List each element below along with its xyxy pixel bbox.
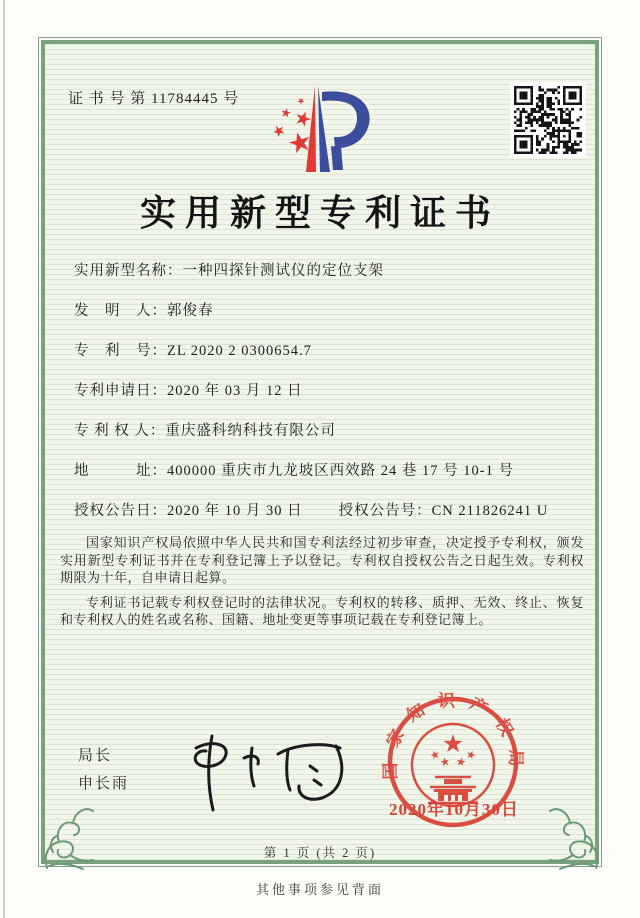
field-patent-number <box>74 339 574 359</box>
national-emblem-icon <box>412 724 494 806</box>
legal-paragraph: 专利证书记载专利权登记时的法律状况。专利权的转移、质押、无效、终止、恢复和专利权人的姓名或名称、国籍、地址变更等事项记载在专利登记簿上。 <box>60 594 584 628</box>
field-value: 2020 年 03 月 12 日 <box>167 383 303 399</box>
cnipa-logo-icon <box>252 84 422 176</box>
field-value: 2020 年 10 月 30 日 <box>167 503 303 519</box>
certificate-number: 证 书 号 第 11784445 号 <box>68 91 240 107</box>
field-label: 授权公告日： <box>74 503 167 519</box>
director-signature-icon <box>160 718 360 814</box>
back-note: 其他事项参见背面 <box>255 882 384 897</box>
certificate-fields <box>74 259 574 539</box>
flourish-ornament-icon <box>540 786 602 872</box>
field-filing-date <box>74 379 574 399</box>
flourish-ornament-icon <box>41 786 103 872</box>
field-value: CN 211826241 U <box>431 503 549 519</box>
field-label: 地 址： <box>74 463 167 479</box>
field-label: 实用新型名称： <box>74 263 183 279</box>
field-utility-model-name <box>74 259 574 279</box>
certificate-title: 实用新型专利证书 <box>139 193 500 233</box>
signer-name: 申长雨 <box>78 776 130 792</box>
field-value: ZL 2020 2 0300654.7 <box>167 343 312 359</box>
field-grant-row <box>74 499 574 519</box>
field-address <box>74 459 574 479</box>
field-value: 郭俊春 <box>167 303 214 319</box>
page-number: 第 1 页 (共 2 页) <box>263 846 377 860</box>
legal-text <box>60 534 584 636</box>
field-value: 重庆盛科纳科技有限公司 <box>165 423 336 439</box>
field-label: 专利申请日： <box>74 383 167 399</box>
signer-role: 局长 <box>78 748 113 764</box>
field-inventor <box>74 299 574 319</box>
seal-ring-text: 国家知识产权局 <box>380 691 526 780</box>
legal-paragraph: 国家知识产权局依照中华人民共和国专利法经过初步审查，决定授予专利权，颁发实用新型专利证书并在专利登记簿上予以登记。专利权自授权公告之日起生效。专利权期限为十年，自申请日起算。 <box>60 535 584 586</box>
field-label: 发 明 人： <box>74 303 167 319</box>
field-grant-number <box>339 499 549 519</box>
field-value: 一种四探针测试仪的定位支架 <box>182 263 384 279</box>
field-label: 专 利 权 人： <box>74 423 166 439</box>
qr-code-icon <box>510 82 586 158</box>
field-value: 400000 重庆市九龙坡区西效路 24 巷 17 号 10-1 号 <box>167 463 514 479</box>
seal-date: 2020年10月30日 <box>389 800 519 819</box>
field-label: 专 利 号： <box>74 343 167 359</box>
field-label: 授权公告号： <box>338 503 432 519</box>
field-grant-date <box>74 499 303 519</box>
field-patentee <box>74 419 574 439</box>
scan-edge <box>3 0 5 918</box>
